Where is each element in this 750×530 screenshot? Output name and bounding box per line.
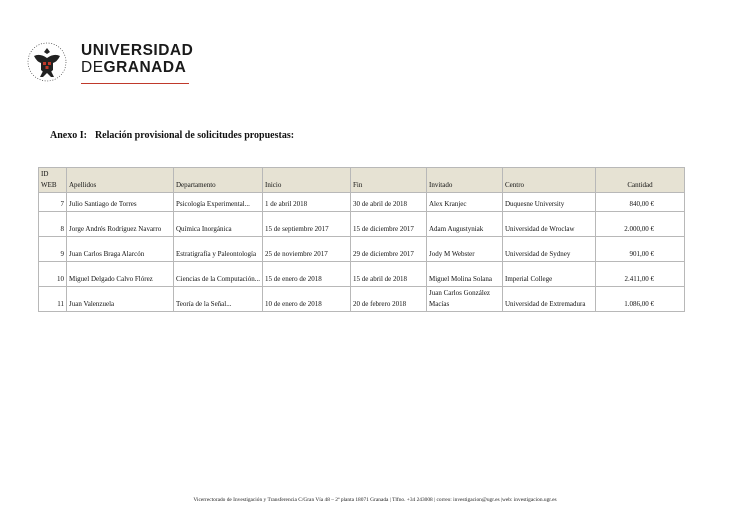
column-header-apellidos: Apellidos	[67, 168, 174, 193]
cell-apellidos: Juan Carlos Braga Alarcón	[67, 237, 174, 262]
cell-cantidad: 901,00 €	[596, 237, 685, 262]
table-row	[39, 262, 685, 287]
cell-invitado: Miguel Molina Solana	[427, 262, 503, 287]
cell-departamento: Química Inorgánica	[174, 212, 263, 237]
cell-fin: 29 de diciembre 2017	[351, 237, 427, 262]
cell-fin: 20 de febrero 2018	[351, 287, 427, 312]
university-logo	[24, 38, 199, 88]
cell-cantidad: 2.000,00 €	[596, 212, 685, 237]
cell-cantidad: 840,00 €	[596, 193, 685, 212]
column-header-departamento: Departamento	[174, 168, 263, 193]
column-header-centro: Centro	[503, 168, 596, 193]
logo-divider	[81, 83, 189, 84]
column-header-fin: Fin	[351, 168, 427, 193]
cell-id: 7	[39, 193, 67, 212]
cell-inicio: 10 de enero de 2018	[263, 287, 351, 312]
cell-inicio: 1 de abril 2018	[263, 193, 351, 212]
table-row	[39, 237, 685, 262]
cell-departamento: Psicología Experimental...	[174, 193, 263, 212]
annex-number: Anexo I:	[50, 130, 87, 141]
table-header-row	[39, 168, 685, 193]
cell-invitado: Adam Augustyniak	[427, 212, 503, 237]
cell-id: 8	[39, 212, 67, 237]
cell-departamento: Estratigrafía y Paleontología	[174, 237, 263, 262]
cell-cantidad: 1.086,00 €	[596, 287, 685, 312]
annex-heading	[50, 130, 294, 141]
cell-invitado: Alex Kranjec	[427, 193, 503, 212]
cell-fin: 15 de abril de 2018	[351, 262, 427, 287]
column-header-inicio: Inicio	[263, 168, 351, 193]
cell-departamento: Ciencias de la Computación...	[174, 262, 263, 287]
cell-inicio: 25 de noviembre 2017	[263, 237, 351, 262]
cell-inicio: 15 de septiembre 2017	[263, 212, 351, 237]
cell-apellidos: Miguel Delgado Calvo Flórez	[67, 262, 174, 287]
cell-cantidad: 2.411,00 €	[596, 262, 685, 287]
cell-fin: 15 de diciembre 2017	[351, 212, 427, 237]
cell-apellidos: Juan Valenzuela	[67, 287, 174, 312]
table-row	[39, 193, 685, 212]
table-row	[39, 287, 685, 312]
university-name	[81, 42, 193, 76]
cell-inicio: 15 de enero de 2018	[263, 262, 351, 287]
university-name-line2	[81, 59, 193, 76]
university-crest-icon	[24, 40, 70, 84]
cell-apellidos: Julio Santiago de Torres	[67, 193, 174, 212]
page-footer: Vicerrectorado de Investigación y Transferencia C/Gran Vía 48 – 2ª planta 18071 Granada | Tlfno. +34 243008 | correo: investigacion@ugr.es |web: investigacion.ugr.es	[193, 497, 557, 503]
column-header-id: ID WEB	[39, 168, 67, 193]
column-header-cantidad: Cantidad	[596, 168, 685, 193]
cell-invitado: Juan Carlos González Macías	[427, 287, 503, 312]
university-name-city: GRANADA	[103, 59, 187, 76]
cell-invitado: Jody M Webster	[427, 237, 503, 262]
column-header-invitado: Invitado	[427, 168, 503, 193]
cell-id: 10	[39, 262, 67, 287]
cell-centro: Universidad de Extremadura	[503, 287, 596, 312]
cell-id: 9	[39, 237, 67, 262]
cell-centro: Universidad de Sydney	[503, 237, 596, 262]
annex-title: Relación provisional de solicitudes propuestas:	[94, 130, 295, 141]
cell-departamento: Teoría de la Señal...	[174, 287, 263, 312]
cell-centro: Imperial College	[503, 262, 596, 287]
cell-fin: 30 de abril de 2018	[351, 193, 427, 212]
proposals-table	[38, 167, 685, 312]
university-name-prefix: DE	[81, 59, 104, 76]
cell-id: 11	[39, 287, 67, 312]
cell-centro: Universidad de Wroclaw	[503, 212, 596, 237]
university-name-line1: UNIVERSIDAD	[81, 42, 194, 59]
table-row	[39, 212, 685, 237]
cell-centro: Duquesne University	[503, 193, 596, 212]
cell-apellidos: Jorge Andrés Rodríguez Navarro	[67, 212, 174, 237]
